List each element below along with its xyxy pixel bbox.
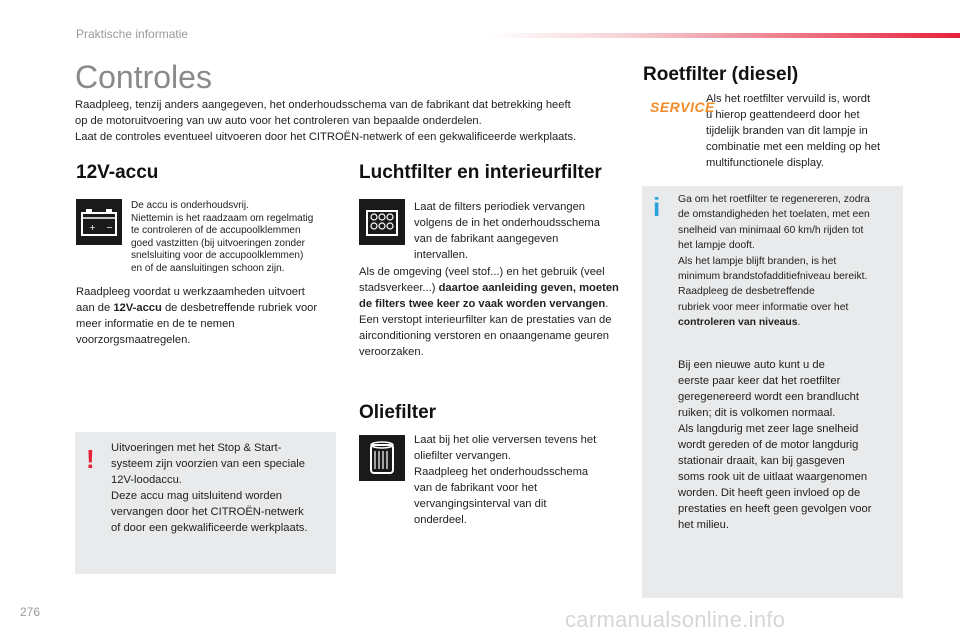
warning-text xyxy=(111,440,331,536)
info-line: het milieu. xyxy=(678,519,729,531)
roetfilter-line: tijdelijk branden van dit lampje in xyxy=(706,125,868,137)
intro-line: Laat de controles eventueel uitvoeren door het CITROËN-netwerk of een gekwalificeerde werkplaats. xyxy=(75,131,577,143)
section-title-oliefilter: Oliefilter xyxy=(359,402,437,423)
battery-icon xyxy=(76,199,122,245)
info-line: prestaties en heeft geen gevolgen voor xyxy=(678,503,872,515)
section-title-roetfilter: Roetfilter (diesel) xyxy=(643,64,799,85)
info-bold-post: . xyxy=(797,317,801,329)
luchtfilter-body-text: . xyxy=(605,298,609,310)
info-line: worden. Dit heeft geen invloed op de xyxy=(678,487,861,499)
info-line-bold xyxy=(678,315,900,330)
luchtfilter-line: volgens de in het onderhoudsschema xyxy=(414,217,600,229)
info-line: soms rook uit de uitlaat waargenomen xyxy=(678,471,868,483)
oliefilter-line: vervangingsinterval van dit xyxy=(414,498,547,510)
info-line: wordt gereden of de motor langdurig xyxy=(678,439,859,451)
luchtfilter-beside xyxy=(414,199,614,263)
warning-line: of door een gekwalificeerde werkplaats. xyxy=(111,522,308,534)
luchtfilter-body-text: Als de omgeving (veel stof...) en het gebruik (veel stadsverkeer...) xyxy=(359,266,605,294)
oil-filter-icon xyxy=(359,435,405,481)
accu-note-line: goed vastzitten (bij uitvoeringen zonder xyxy=(131,237,305,249)
luchtfilter-body-bold: daartoe aanleiding geven, moeten de filters twee keer zo vaak worden vervangen xyxy=(359,282,619,310)
roetfilter-line: multifunctionele display. xyxy=(706,157,824,169)
info-text-1 xyxy=(678,192,900,331)
intro-text xyxy=(75,97,625,145)
warning-line: 12V-loodaccu. xyxy=(111,474,182,486)
oliefilter-line: Laat bij het olie verversen tevens het xyxy=(414,434,597,446)
warning-line: Uitvoeringen met het Stop & Start- xyxy=(111,442,282,454)
svg-text:−: − xyxy=(106,223,113,232)
watermark: carmanualsonline.info xyxy=(565,607,786,632)
luchtfilter-line: van de fabrikant aangegeven xyxy=(414,233,559,245)
accu-note-line: en of de aansluitingen schoon zijn. xyxy=(131,262,285,274)
section-title-luchtfilter: Luchtfilter en interieurfilter xyxy=(359,162,602,183)
info-line: Ga om het roetfilter te regenereren, zodra xyxy=(678,194,870,205)
accu-body-bold: 12V-accu xyxy=(113,302,162,314)
info-line: ruiken; dit is volkomen normaal. xyxy=(678,407,836,419)
info-icon: i xyxy=(653,192,661,222)
warning-line: systeem zijn voorzien van een speciale xyxy=(111,458,306,470)
luchtfilter-body xyxy=(359,264,621,360)
warning-line: vervangen door het CITROËN-netwerk xyxy=(111,506,304,518)
service-warning-icon: SERVICE xyxy=(650,99,715,115)
info-line: Als het lampje blijft branden, is het xyxy=(678,255,837,267)
luchtfilter-line: Laat de filters periodiek vervangen xyxy=(414,201,586,213)
roetfilter-line: Als het roetfilter vervuild is, wordt xyxy=(706,93,871,105)
oliefilter-line: van de fabrikant voor het xyxy=(414,482,538,494)
luchtfilter-line: intervallen. xyxy=(414,249,469,261)
info-line: Als langdurig met zeer lage snelheid xyxy=(678,423,859,435)
accu-note-line: te controleren of de accupoolklemmen xyxy=(131,225,301,237)
accu-body xyxy=(76,284,326,348)
info-line: eerste paar keer dat het roetfilter xyxy=(678,375,841,387)
accu-body-text: de desbetreffende rubriek voor meer informatie en de te nemen voorzorgsmaatregelen. xyxy=(76,302,318,346)
page-number: 276 xyxy=(20,605,41,619)
oliefilter-line: Raadpleeg het onderhoudsschema xyxy=(414,466,589,478)
accu-note-line: De accu is onderhoudsvrij. xyxy=(131,200,249,211)
roetfilter-line: combinatie met een melding op het xyxy=(706,141,881,153)
header-accent-bar xyxy=(485,33,960,38)
intro-line: Raadpleeg, tenzij anders aangegeven, het onderhoudsschema van de fabrikant dat betrekking heeft xyxy=(75,99,571,111)
warning-icon: ! xyxy=(86,444,95,474)
info-line: minimum brandstofadditiefniveau bereikt. xyxy=(678,271,868,283)
info-line: snelheid van minimaal 60 km/h rijden tot xyxy=(678,224,864,236)
section-title-accu: 12V-accu xyxy=(76,162,159,183)
accu-body-text: Raadpleeg voordat u werkzaamheden uitvoert aan de xyxy=(76,286,305,314)
warning-line: Deze accu mag uitsluitend worden xyxy=(111,490,283,502)
oliefilter-beside xyxy=(414,432,624,528)
info-line: Bij een nieuwe auto kunt u de xyxy=(678,359,825,371)
roetfilter-line: u hierop geattendeerd door het xyxy=(706,109,860,121)
info-line: rubriek voor meer informatie over het xyxy=(678,301,849,313)
info-line: de omstandigheden het toelaten, met een xyxy=(678,209,870,221)
info-line: stationair draait, kan bij gasgeven xyxy=(678,455,845,467)
info-text-2 xyxy=(678,357,900,533)
intro-line: op de motoruitvoering van uw auto voor het controleren van bepaalde onderdelen. xyxy=(75,115,482,127)
roetfilter-beside xyxy=(706,91,906,171)
luchtfilter-body-text-2: Een verstopt interieurfilter kan de prestaties van de airconditioning verstoren en onaangename geuren veroorzaken. xyxy=(359,314,612,358)
info-line: Raadpleeg de desbetreffende xyxy=(678,286,815,298)
info-line: geregenereerd wordt een brandlucht xyxy=(678,391,859,403)
oliefilter-line: onderdeel. xyxy=(414,514,467,526)
air-filter-icon xyxy=(359,199,405,245)
oliefilter-line: oliefilter vervangen. xyxy=(414,450,512,462)
accu-note-line: snelsluiting voor de accupoolklemmen) xyxy=(131,250,304,262)
info-line: het lampje dooft. xyxy=(678,240,755,252)
page-header-title: Praktische informatie xyxy=(76,27,189,41)
svg-text:+: + xyxy=(89,223,96,232)
info-bold: controleren van niveaus xyxy=(678,317,798,329)
accu-note xyxy=(131,200,341,276)
accu-note-line: Niettemin is het raadzaam om regelmatig xyxy=(131,212,314,224)
page-title: Controles xyxy=(75,59,212,95)
